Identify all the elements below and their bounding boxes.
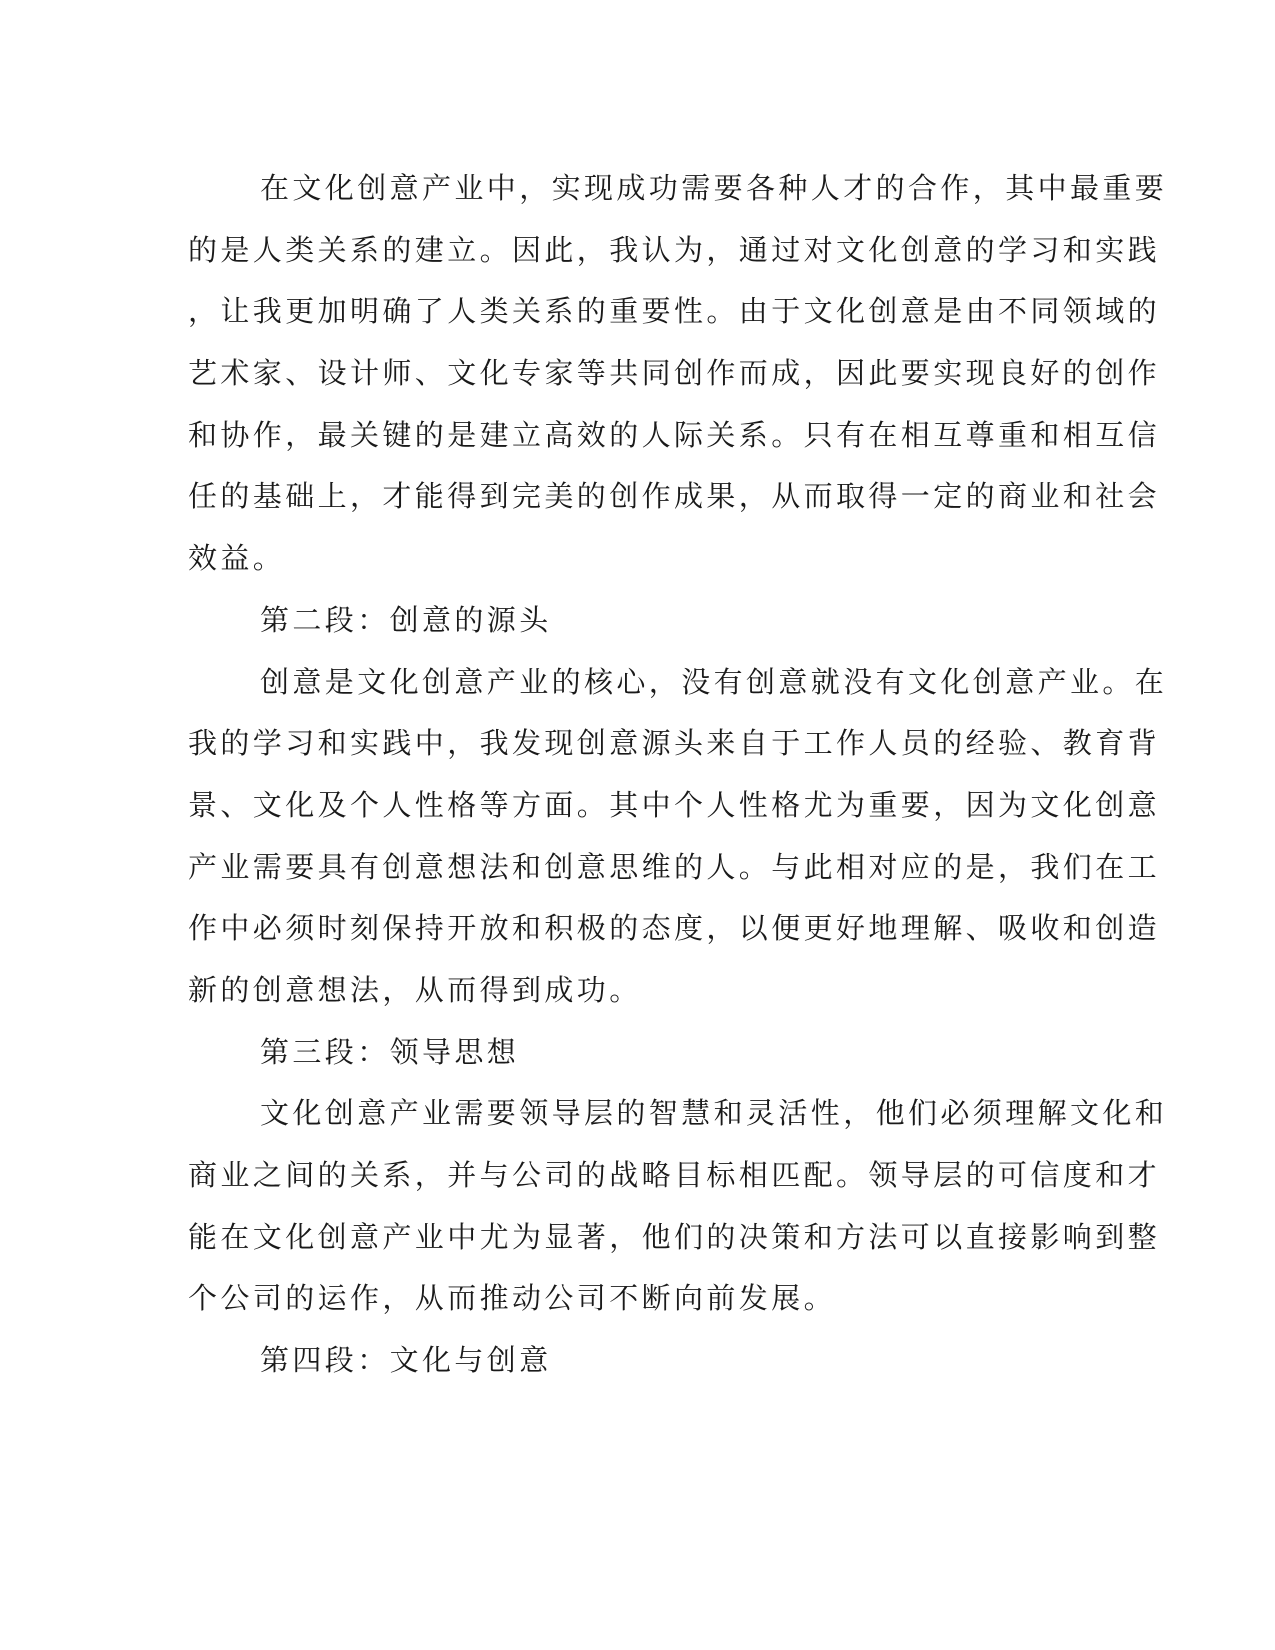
text-line: 文化创意产业需要领导层的智慧和灵活性，他们必须理解文化和	[260, 1096, 1168, 1131]
text-line: 景、文化及个人性格等方面。其中个人性格尤为重要，因为文化创意	[188, 787, 1161, 822]
section-heading-text: 第四段：文化与创意	[260, 1343, 552, 1378]
text-line: 创意是文化创意产业的核心，没有创意就没有文化创意产业。在	[260, 664, 1168, 699]
paragraph-creativity-source	[188, 652, 1168, 1022]
text-line: 个公司的运作，从而推动公司不断向前发展。	[188, 1281, 837, 1316]
section-heading-2	[188, 590, 1072, 652]
text-line: 和协作，最关键的是建立高效的人际关系。只有在相互尊重和相互信	[188, 417, 1161, 452]
text-line: 作中必须时刻保持开放和积极的态度，以便更好地理解、吸收和创造	[188, 911, 1161, 946]
paragraph-relationships	[188, 158, 1168, 590]
text-line: 任的基础上，才能得到完美的创作成果，从而取得一定的商业和社会	[188, 479, 1161, 514]
text-line: 在文化创意产业中，实现成功需要各种人才的合作，其中最重要	[260, 171, 1168, 205]
paragraph-leadership	[188, 1083, 1168, 1330]
text-line: 能在文化创意产业中尤为显著，他们的决策和方法可以直接影响到整	[188, 1219, 1161, 1254]
text-line: 新的创意想法，从而得到成功。	[188, 972, 642, 1007]
text-line: 的是人类关系的建立。因此，我认为，通过对文化创意的学习和实践	[188, 232, 1161, 267]
section-heading-text: 第二段：创意的源头	[260, 602, 552, 637]
section-heading-text: 第三段：领导思想	[260, 1034, 520, 1069]
section-heading-3	[188, 1022, 1072, 1084]
text-line: 商业之间的关系，并与公司的战略目标相匹配。领导层的可信度和才	[188, 1158, 1161, 1192]
text-line: 产业需要具有创意想法和创意思维的人。与此相对应的是，我们在工	[188, 849, 1161, 884]
text-line: 效益。	[188, 541, 286, 576]
text-line: 艺术家、设计师、文化专家等共同创作而成，因此要实现良好的创作	[188, 356, 1161, 391]
text-line: 我的学习和实践中，我发现创意源头来自于工作人员的经验、教育背	[188, 726, 1161, 761]
document-body	[188, 158, 1168, 1392]
text-line: ，让我更加明确了人类关系的重要性。由于文化创意是由不同领域的	[188, 294, 1161, 329]
section-heading-4	[188, 1330, 1072, 1392]
